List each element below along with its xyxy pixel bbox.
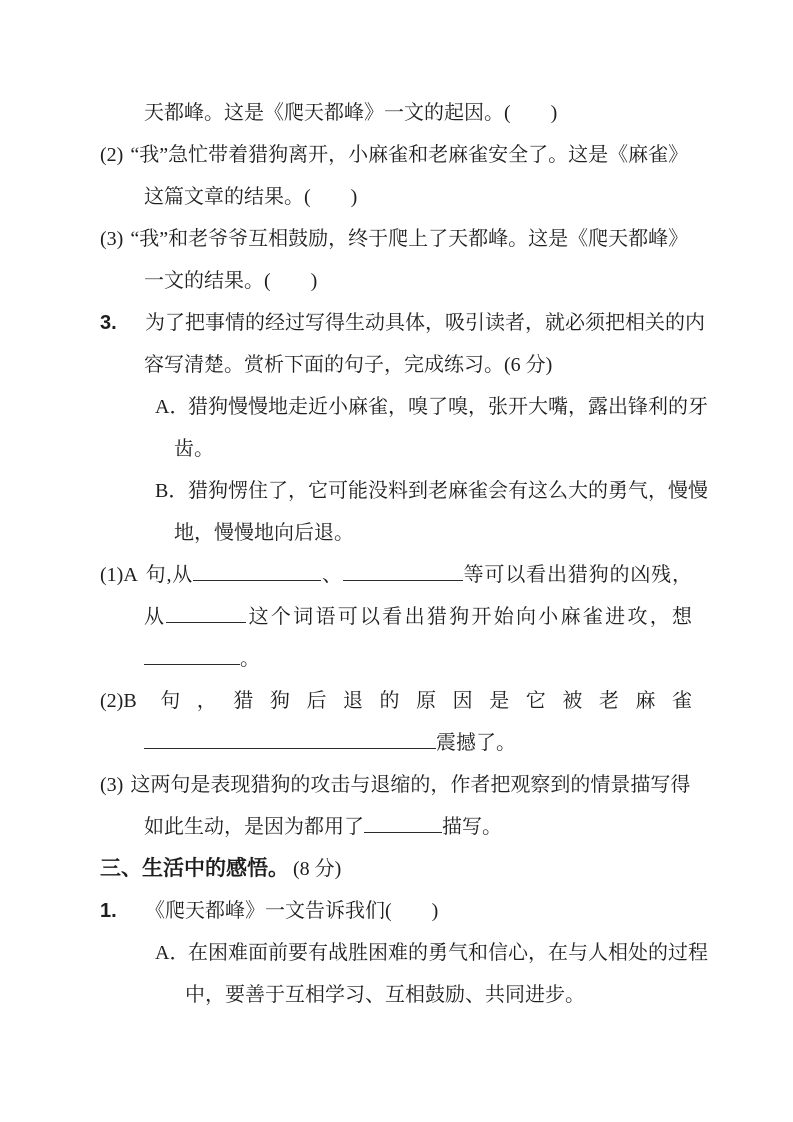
line-text: 震撼了。	[436, 732, 516, 754]
line-text: 《爬天都峰》一文告诉我们( )	[145, 900, 439, 922]
line-text: 这两句是表现猎狗的攻击与退缩的，作者把观察到的情景描写得	[130, 774, 691, 796]
text-line	[100, 260, 692, 302]
line-text: 句，猎狗后退的原因是它被老麻雀	[143, 690, 692, 712]
line-text: 如此生动，是因为都用了	[144, 816, 364, 838]
answer-blank	[193, 558, 321, 581]
item-marker: (3)	[100, 774, 124, 796]
line-text: 句,从	[144, 564, 194, 586]
line-text: 中，要善于互相学习、互相鼓励、共同进步。	[185, 984, 585, 1006]
line-text: 等可以看出猎狗的凶残，	[462, 564, 693, 586]
line-text: “我”和老爷爷互相鼓励，终于爬上了天都峰。这是《爬天都峰》	[130, 228, 689, 250]
answer-blank	[166, 600, 246, 623]
section-heading-line	[100, 848, 692, 890]
text-line	[100, 512, 692, 554]
text-line	[100, 428, 692, 470]
line-text: 齿。	[174, 438, 214, 460]
text-line	[100, 386, 708, 428]
option-marker: B．	[155, 480, 189, 502]
option-marker: A．	[155, 942, 190, 964]
text-line	[100, 638, 692, 680]
item-marker: (2)B	[100, 690, 137, 712]
line-text: 这个词语可以看出猎狗开始向小麻雀进攻，想	[246, 606, 693, 628]
line-text: 容写清楚。赏析下面的句子，完成练习。(6 分)	[144, 354, 553, 376]
line-text: 为了把事情的经过写得生动具体，吸引读者，就必须把相关的内	[145, 312, 705, 334]
question-number: 3.	[100, 312, 117, 334]
score-label: (8 分)	[293, 858, 342, 880]
answer-blank	[144, 642, 240, 665]
text-line	[100, 302, 705, 344]
line-text: 地，慢慢地向后退。	[174, 522, 354, 544]
section-heading: 三、生活中的感悟。	[100, 857, 289, 880]
line-text: “我”急忙带着猎狗离开，小麻雀和老麻雀安全了。这是《麻雀》	[130, 144, 689, 166]
item-marker: (3)	[100, 228, 124, 250]
text-line	[100, 890, 692, 932]
answer-blank	[144, 726, 436, 749]
item-marker: (2)	[100, 144, 124, 166]
answer-blank	[343, 558, 463, 581]
line-text: 、	[321, 564, 343, 586]
text-line	[100, 680, 692, 722]
line-text: 从	[144, 606, 167, 628]
line-text: 猎狗慢慢地走近小麻雀，嗅了嗅，张开大嘴，露出锋利的牙	[188, 396, 708, 418]
text-line	[100, 722, 692, 764]
line-text: 一文的结果。( )	[144, 270, 318, 292]
text-line	[100, 596, 692, 638]
line-text: 。	[240, 648, 260, 670]
text-line	[100, 764, 692, 806]
text-line	[100, 92, 692, 134]
line-text: 描写。	[442, 816, 502, 838]
text-line	[100, 344, 692, 386]
line-text: 猎狗愣住了，它可能没料到老麻雀会有这么大的勇气，慢慢	[188, 480, 708, 502]
line-text: 天都峰。这是《爬天都峰》一文的起因。( )	[144, 102, 558, 124]
text-line	[100, 176, 692, 218]
text-line	[100, 932, 708, 974]
item-marker: (1)A	[100, 564, 138, 586]
text-line	[100, 974, 692, 1016]
question-number: 1.	[100, 900, 117, 922]
worksheet-body	[100, 92, 708, 1016]
text-line	[100, 470, 708, 512]
line-text: 在困难面前要有战胜困难的勇气和信心，在与人相处的过程	[188, 942, 708, 964]
answer-blank	[364, 810, 442, 833]
text-line	[100, 554, 692, 596]
text-line	[100, 218, 692, 260]
line-text: 这篇文章的结果。( )	[144, 186, 358, 208]
option-marker: A．	[155, 396, 190, 418]
text-line	[100, 134, 692, 176]
text-line	[100, 806, 692, 848]
